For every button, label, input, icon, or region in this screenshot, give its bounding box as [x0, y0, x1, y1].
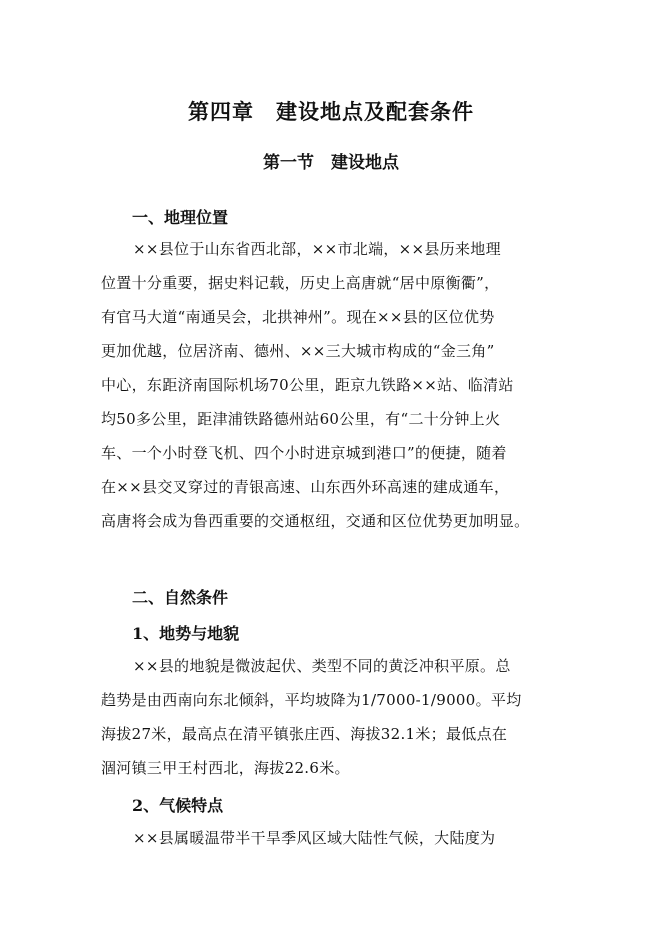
geo-heading: 一、地理位置	[132, 208, 229, 227]
geo-line-3: 有官马大道“南通吴会，北拱神州”。现在××县的区位优势	[101, 308, 495, 326]
geo-line-9: 高唐将会成为鲁西重要的交通枢纽，交通和区位优势更加明显。	[101, 512, 530, 530]
section-title: 第一节 建设地点	[263, 153, 399, 173]
climate-heading: 2、气候特点	[132, 796, 224, 815]
nature-heading: 二、自然条件	[132, 588, 229, 607]
chapter-title: 第四章 建设地点及配套条件	[188, 99, 474, 124]
terrain-heading: 1、地势与地貌	[132, 624, 240, 643]
geo-line-2: 位置十分重要，据史料记载，历史上高唐就“居中原衡衢”，	[101, 274, 500, 292]
geo-line-6: 均50多公里，距津浦铁路德州站60公里，有“二十分钟上火	[101, 410, 501, 428]
geo-line-4: 更加优越，位居济南、德州、××三大城市构成的“金三角”	[101, 342, 495, 360]
terrain-line-2: 趋势是由西南向东北倾斜，平均坡降为1/7000-1/9000。平均	[101, 691, 522, 709]
terrain-line-1: ××县的地貌是微波起伏、类型不同的黄泛冲积平原。总	[133, 657, 511, 675]
terrain-line-4: 涸河镇三甲王村西北，海拔22.6米。	[101, 759, 350, 777]
geo-line-8: 在××县交叉穿过的青银高速、山东西外环高速的建成通车，	[101, 478, 510, 496]
geo-line-5: 中心，东距济南国际机场70公里，距京九铁路××站、临清站	[101, 376, 514, 394]
geo-line-1: ××县位于山东省西北部，××市北端，××县历来地理	[133, 240, 501, 258]
terrain-line-3: 海拔27米，最高点在清平镇张庄西、海拔32.1米；最低点在	[101, 725, 508, 743]
climate-line-1: ××县属暖温带半干旱季风区域大陆性气候，大陆度为	[133, 829, 496, 847]
geo-line-7: 车、一个小时登飞机、四个小时进京城到港口”的便捷，随着	[101, 444, 507, 462]
